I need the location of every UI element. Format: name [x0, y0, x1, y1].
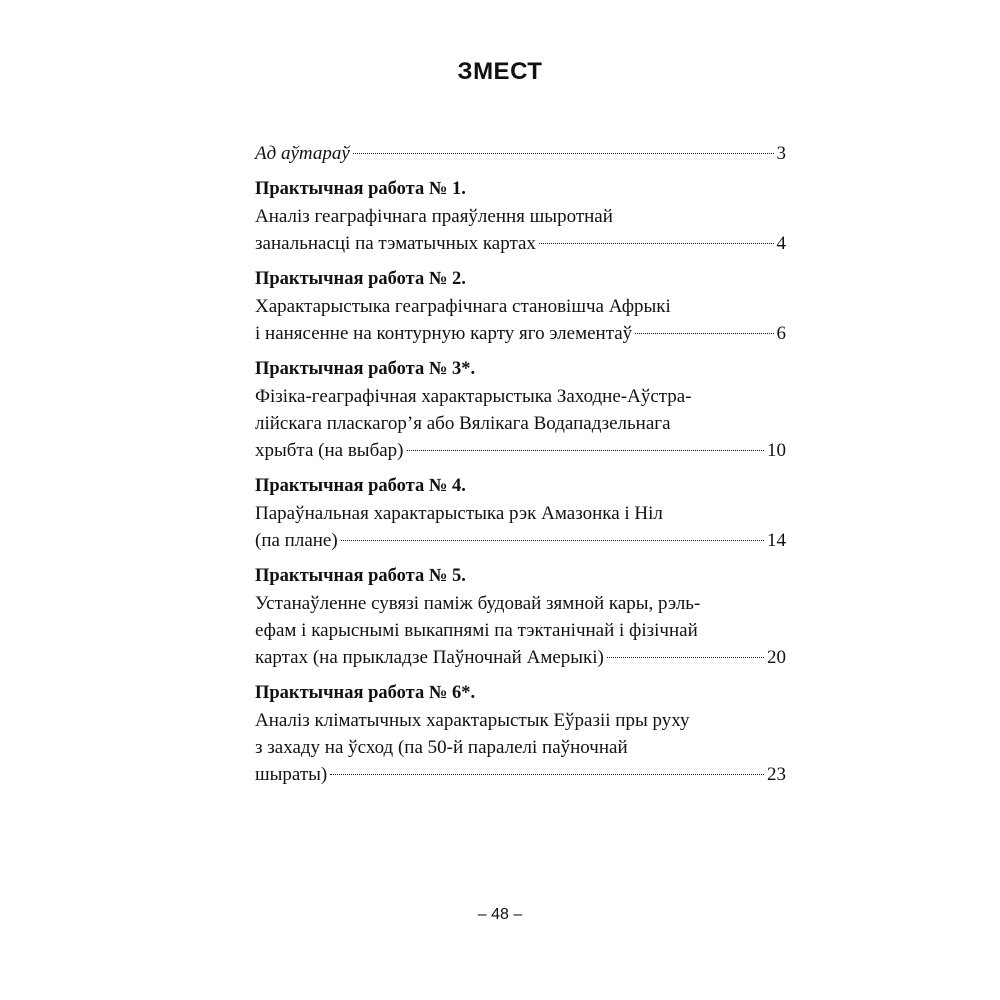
toc-entry-last-line: (па плане)	[255, 530, 338, 551]
toc-entry-heading: Практычная работа № 3*.	[255, 359, 476, 379]
toc-entry-line: Аналіз геаграфічнага праяўлення шыротнай	[255, 206, 613, 227]
toc-entry-1	[255, 176, 786, 257]
toc-entry-last-line: занальнасці па тэматычных картах	[255, 233, 536, 254]
toc-entry-heading: Практычная работа № 5.	[255, 566, 466, 586]
table-of-contents	[255, 140, 786, 797]
toc-page-number: 23	[767, 764, 786, 785]
toc-entry-line: лійскага пласкагор’я або Вялікага Водападзельнага	[255, 413, 671, 434]
toc-entry-heading: Практычная работа № 4.	[255, 476, 466, 496]
toc-leader-line	[255, 320, 786, 347]
toc-page-number: 4	[776, 233, 786, 254]
dot-leader	[341, 540, 764, 541]
toc-entry-line: Фізіка-геаграфічная характарыстыка Заходне-Аўстра-	[255, 386, 692, 407]
toc-entry-line: ефам і карыснымі выкапнямі па тэктанічнай і фізічнай	[255, 620, 698, 641]
toc-entry-2	[255, 266, 786, 347]
toc-entry-line: Устанаўленне сувязі паміж будовай зямной кары, рэль-	[255, 593, 701, 614]
toc-entry-6	[255, 680, 786, 788]
toc-page-number: 20	[767, 647, 786, 668]
toc-entry-line: з захаду на ўсход (па 50-й паралелі паўночнай	[255, 737, 628, 758]
toc-entry-preface	[255, 140, 786, 167]
dot-leader	[407, 450, 765, 451]
toc-page-number: 14	[767, 530, 786, 551]
toc-leader-line	[255, 437, 786, 464]
toc-entry-line: Аналіз кліматычных характарыстык Еўразіі пры руху	[255, 710, 690, 731]
toc-page-number: 6	[776, 323, 786, 344]
toc-entry-heading: Практычная работа № 6*.	[255, 683, 476, 703]
toc-entry-3	[255, 356, 786, 464]
toc-entry-line: Характарыстыка геаграфічнага становішча Афрыкі	[255, 296, 671, 317]
page-number-footer: – 48 –	[477, 906, 523, 923]
toc-leader-line	[255, 230, 786, 257]
toc-page-number: 10	[767, 440, 786, 461]
toc-preface-title: Ад аўтараў	[255, 143, 350, 164]
toc-entry-line: Параўнальная характарыстыка рэк Амазонка і Ніл	[255, 503, 663, 524]
toc-entry-last-line: і нанясенне на контурную карту яго элементаў	[255, 323, 633, 344]
toc-leader-line	[255, 140, 786, 167]
toc-leader-line	[255, 527, 786, 554]
toc-entry-4	[255, 473, 786, 554]
toc-leader-line	[255, 644, 786, 671]
dot-leader	[330, 774, 764, 775]
toc-entry-heading: Практычная работа № 1.	[255, 179, 466, 199]
toc-entry-last-line: шыраты)	[255, 764, 328, 785]
toc-entry-last-line: хрыбта (на выбар)	[255, 440, 404, 461]
dot-leader	[635, 333, 773, 334]
toc-entry-heading: Практычная работа № 2.	[255, 269, 466, 289]
dot-leader	[353, 153, 774, 154]
page-title: ЗМЕСТ	[457, 58, 543, 85]
dot-leader	[539, 243, 774, 244]
toc-entry-5	[255, 563, 786, 671]
toc-page-number: 3	[776, 143, 786, 164]
toc-entry-last-line: картах (на прыкладзе Паўночнай Амерыкі)	[255, 647, 604, 668]
dot-leader	[607, 657, 764, 658]
toc-leader-line	[255, 761, 786, 788]
